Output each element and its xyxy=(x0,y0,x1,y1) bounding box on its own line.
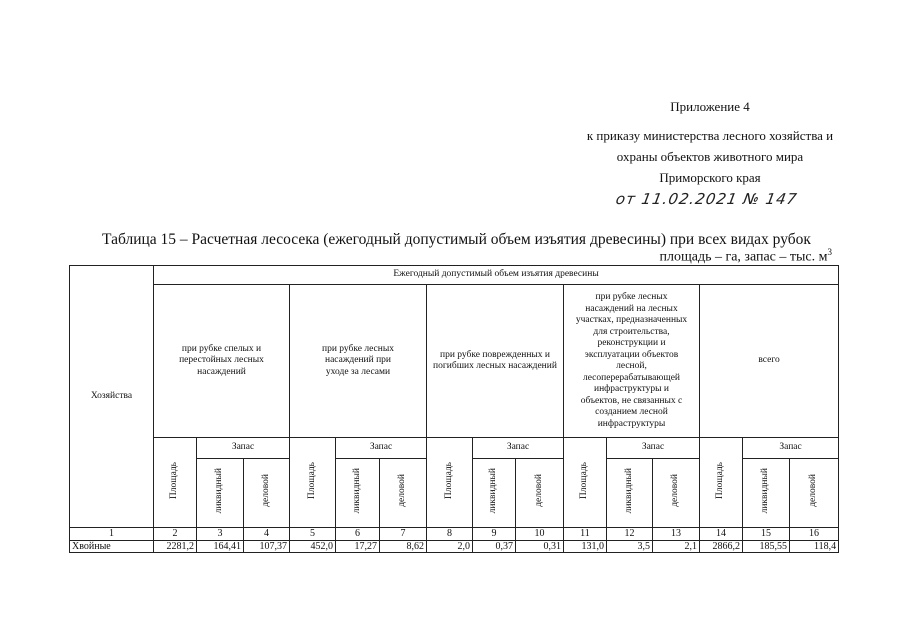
units-note: площадь – га, запас – тыс. $м^3$ xyxy=(659,247,832,265)
col-num: 11 xyxy=(564,528,607,541)
header-stock-3: Запас xyxy=(473,438,564,459)
header-stock-5: Запас xyxy=(743,438,839,459)
cell: 17,27 xyxy=(336,540,380,553)
appendix-title: Приложение 4 xyxy=(670,99,750,114)
header-business-5: деловой xyxy=(790,459,839,528)
handwritten-signature-date: от 11.02.2021 № 147 xyxy=(614,190,799,208)
header-business-3: деловой xyxy=(516,459,564,528)
header-farms: Хозяйства xyxy=(70,266,154,528)
cell: 2,0 xyxy=(427,540,473,553)
cell: 2866,2 xyxy=(700,540,743,553)
col-num: 2 xyxy=(154,528,197,541)
cell: 0,37 xyxy=(473,540,516,553)
header-business-4: деловой xyxy=(653,459,700,528)
col-num: 7 xyxy=(380,528,427,541)
col-num: 8 xyxy=(427,528,473,541)
header-main: Ежегодный допустимый объем изъятия древесины xyxy=(154,266,839,285)
cell: 164,41 xyxy=(197,540,244,553)
table-title: Таблица 15 – Расчетная лесосека (ежегодный допустимый объем изъятия древесины) при всех видах рубок xyxy=(102,231,811,248)
col-num: 15 xyxy=(743,528,790,541)
appendix-line-2: охраны объектов животного мира xyxy=(616,149,804,164)
col-num: 14 xyxy=(700,528,743,541)
header-business-1: деловой xyxy=(244,459,290,528)
header-liquid-4: ликвидный xyxy=(607,459,653,528)
header-area-1: Площадь xyxy=(154,438,197,528)
cell: 452,0 xyxy=(290,540,336,553)
header-group-damaged: при рубке поврежденных и погибших лесных насаждений xyxy=(427,285,564,438)
header-stock-1: Запас xyxy=(197,438,290,459)
cell: 118,4 xyxy=(790,540,839,553)
cell: 2281,2 xyxy=(154,540,197,553)
col-num: 4 xyxy=(244,528,290,541)
cell: 0,31 xyxy=(516,540,564,553)
header-liquid-5: ликвидный xyxy=(743,459,790,528)
column-number-row xyxy=(70,528,839,541)
header-business-2: деловой xyxy=(380,459,427,528)
header-group-infrastructure: при рубке лесных насаждений на лесных участках, предназначенных для строительства, реконструкции и эксплуатации объектов лесной, лесоперерабатывающей инфраструктуры и объектов, не связанных с созданием лесной инфраструктуры xyxy=(564,285,700,438)
header-area-3: Площадь xyxy=(427,438,473,528)
appendix-line-3: Приморского края xyxy=(659,170,761,185)
col-num: 5 xyxy=(290,528,336,541)
header-area-2: Площадь xyxy=(290,438,336,528)
appendix-line-1: к приказу министерства лесного хозяйства и xyxy=(586,128,834,143)
col-num: 10 xyxy=(516,528,564,541)
col-num: 12 xyxy=(607,528,653,541)
cell: 8,62 xyxy=(380,540,427,553)
cell: 3,5 xyxy=(607,540,653,553)
header-group-total: всего xyxy=(700,285,839,438)
header-stock-4: Запас xyxy=(607,438,700,459)
table-row xyxy=(70,540,839,553)
cell: 185,55 xyxy=(743,540,790,553)
col-num: 3 xyxy=(197,528,244,541)
col-num: 1 xyxy=(70,528,154,541)
col-num: 6 xyxy=(336,528,380,541)
header-liquid-1: ликвидный xyxy=(197,459,244,528)
cell: 107,37 xyxy=(244,540,290,553)
header-stock-2: Запас xyxy=(336,438,427,459)
header-area-4: Площадь xyxy=(564,438,607,528)
row-name: Хвойные xyxy=(70,540,154,553)
cell: 2,1 xyxy=(653,540,700,553)
col-num: 16 xyxy=(790,528,839,541)
allowable-cut-table xyxy=(69,265,839,553)
col-num: 13 xyxy=(653,528,700,541)
header-group-mature: при рубке спелых и перестойных лесных насаждений xyxy=(154,285,290,438)
header-group-thinning: при рубке лесных насаждений при уходе за лесами xyxy=(290,285,427,438)
header-liquid-2: ликвидный xyxy=(336,459,380,528)
col-num: 9 xyxy=(473,528,516,541)
cell: 131,0 xyxy=(564,540,607,553)
header-liquid-3: ликвидный xyxy=(473,459,516,528)
header-area-5: Площадь xyxy=(700,438,743,528)
